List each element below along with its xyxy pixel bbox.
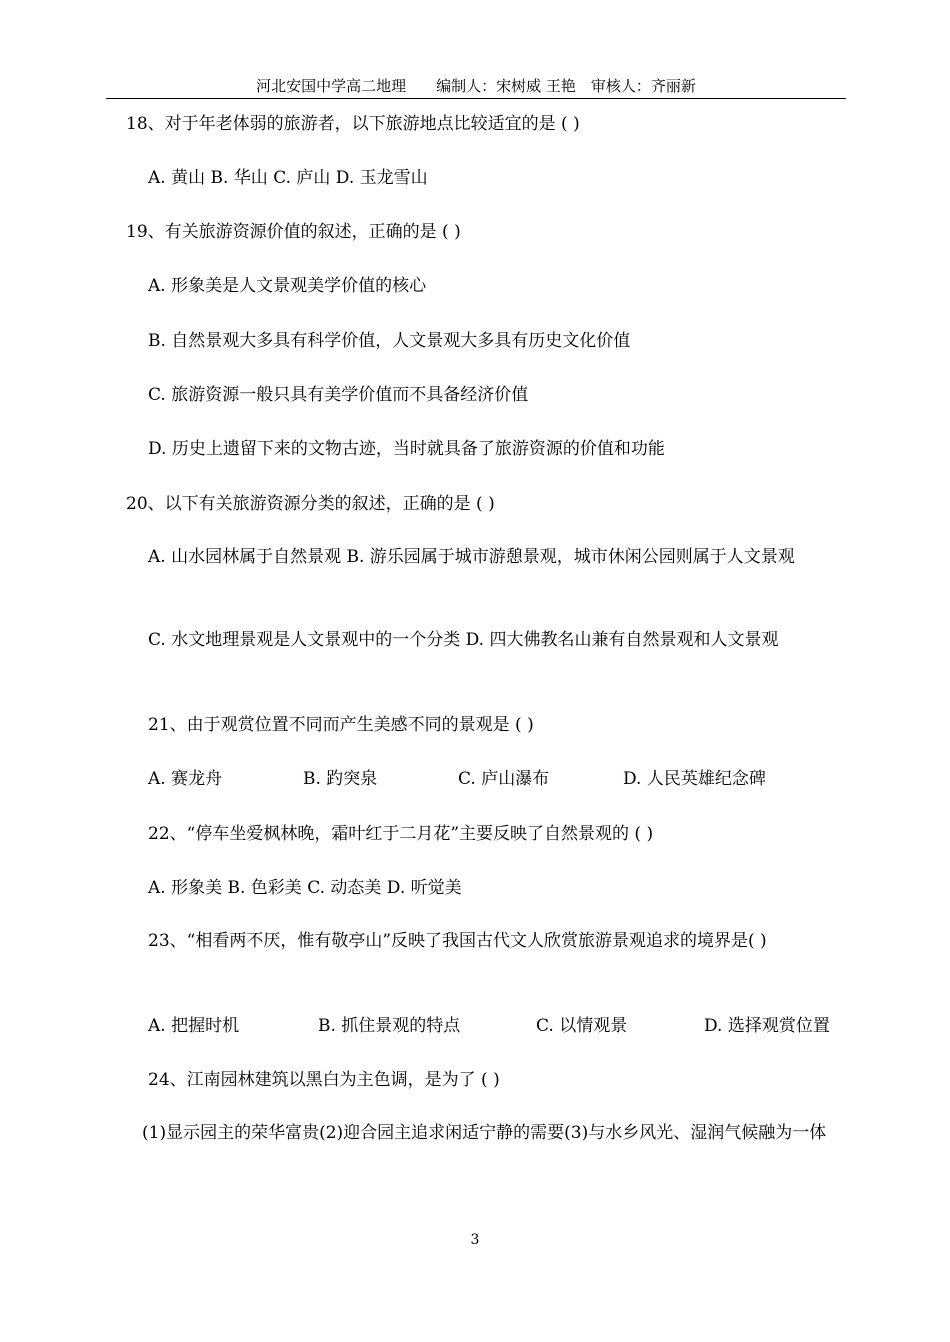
question-20-stem: 20、以下有关旅游资源分类的叙述，正确的是 ( ) [126, 494, 495, 514]
question-19-option-c: C. 旅游资源一般只具有美学价值而不具备经济价值 [148, 385, 529, 405]
question-22-options: A. 形象美 B. 色彩美 C. 动态美 D. 听觉美 [148, 878, 462, 898]
question-24-stem: 24、江南园林建筑以黑白为主色调，是为了 ( ) [148, 1070, 500, 1090]
question-20-options-cd: C. 水文地理景观是人文景观中的一个分类 D. 四大佛教名山兼有自然景观和人文景观 [148, 630, 779, 650]
question-23-option-b: B. 抓住景观的特点 [318, 1016, 461, 1036]
question-21-options [106, 767, 846, 791]
question-24-options: (1)显示园主的荣华富贵(2)迎合园主追求闲适宁静的需要(3)与水乡风光、湿润气候融为一体 [142, 1123, 827, 1143]
question-19-option-b: B. 自然景观大多具有科学价值，人文景观大多具有历史文化价值 [148, 331, 631, 351]
question-23-stem: 23、“相看两不厌，惟有敬亭山”反映了我国古代文人欣赏旅游景观追求的境界是( ) [148, 931, 767, 951]
question-23-option-c: C. 以情观景 [536, 1016, 628, 1036]
question-23-options [106, 1014, 846, 1038]
question-23-option-d: D. 选择观赏位置 [704, 1016, 830, 1036]
page-number: 3 [470, 1232, 480, 1248]
question-21-option-d: D. 人民英雄纪念碑 [623, 769, 766, 789]
question-19-option-d: D. 历史上遗留下来的文物古迹，当时就具备了旅游资源的价值和功能 [148, 439, 665, 459]
question-19-option-a: A. 形象美是人文景观美学价值的核心 [148, 276, 427, 296]
page-header: 河北安国中学高二地理 编制人：宋树威 王艳 审核人：齐丽新 [106, 74, 846, 99]
question-21-option-c: C. 庐山瀑布 [458, 769, 550, 789]
question-21-option-b: B. 趵突泉 [303, 769, 378, 789]
question-23-option-a: A. 把握时机 [148, 1016, 240, 1036]
question-22-stem: 22、“停车坐爱枫林晚，霜叶红于二月花”主要反映了自然景观的 ( ) [148, 824, 654, 844]
question-18-stem: 18、对于年老体弱的旅游者，以下旅游地点比较适宜的是 ( ) [126, 114, 580, 134]
question-18-options: A. 黄山 B. 华山 C. 庐山 D. 玉龙雪山 [148, 168, 428, 188]
question-21-stem: 21、由于观赏位置不同而产生美感不同的景观是 ( ) [148, 715, 534, 735]
question-21-option-a: A. 赛龙舟 [148, 769, 223, 789]
question-20-options-ab: A. 山水园林属于自然景观 B. 游乐园属于城市游憩景观，城市休闲公园则属于人文景观 [148, 547, 795, 567]
question-19-stem: 19、有关旅游资源价值的叙述，正确的是 ( ) [126, 222, 461, 242]
